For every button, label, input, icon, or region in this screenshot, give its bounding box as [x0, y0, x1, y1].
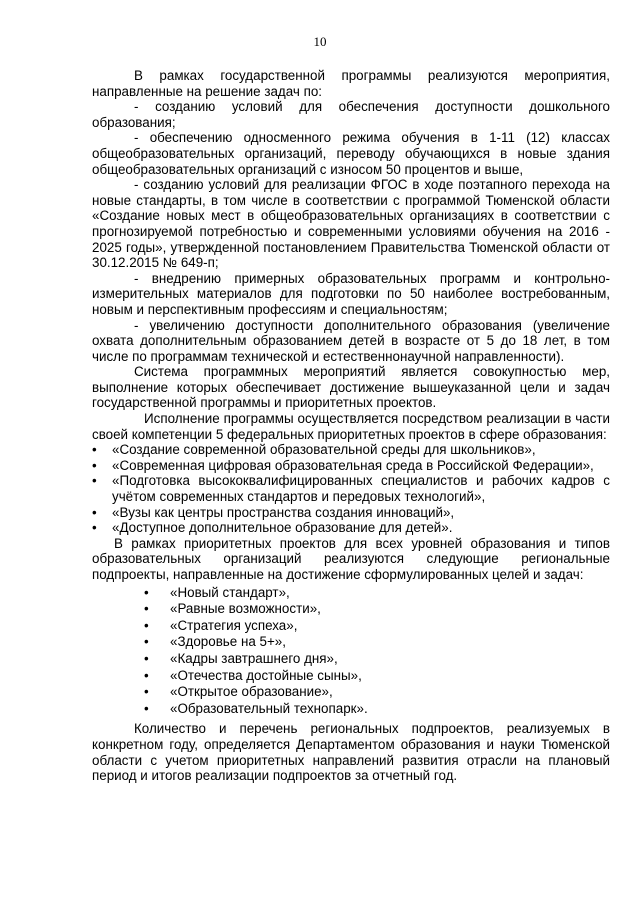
list-item: • «Подготовка высококвалифицированных специалистов и рабочих кадров с учётом современных стандартов и передовых технологий», — [92, 473, 610, 504]
list-item: • «Кадры завтрашнего дня», — [92, 651, 610, 668]
paragraph-execution: Исполнение программы осуществляется посредством реализации в части своей компетенции 5 федеральных приоритетных проектов в сфере образования: — [92, 411, 610, 442]
list-item: • «Образовательный технопарк». — [92, 701, 610, 718]
paragraph-system: Система программных мероприятий является совокупностью мер, выполнение которых обеспечивает достижение вышеуказанной цели и задач государственной программы и приоритетных проектов. — [92, 364, 610, 411]
list-item: • «Современная цифровая образовательная среда в Российской Федерации», — [92, 458, 610, 474]
paragraph-task-fgos: - созданию условий для реализации ФГОС в ходе поэтапного перехода на новые стандарты, в том числе в соответствии с программой Тюменской области «Создание новых мест в общеобразовательных организациях в соответствии с прогнозируемой потребностью и современными условиями обучения на 2016 - 2025 годы», утвержденной постановлением Правительства Тюменской области от 30.12.2015 № 649-п; — [92, 177, 610, 271]
document-body — [92, 68, 610, 784]
paragraph-regional-intro: В рамках приоритетных проектов для всех уровней образования и типов образовательных организаций реализуются следующие региональные подпроекты, направленные на достижение сформулированных целей и задач: — [92, 535, 610, 582]
list-item: • «Создание современной образовательной среды для школьников», — [92, 442, 610, 458]
paragraph-task-programs: - внедрению примерных образовательных программ и контрольно-измерительных материалов для подготовки по 50 наиболее востребованным, новым и перспективным профессиям и специальностям; — [92, 270, 610, 317]
regional-subprojects-list — [92, 585, 610, 718]
list-item: • «Открытое образование», — [92, 684, 610, 701]
list-item: • «Вузы как центры пространства создания инноваций», — [92, 505, 610, 521]
paragraph-task-preschool: - созданию условий для обеспечения доступности дошкольного образования; — [92, 99, 610, 130]
paragraph-closing: Количество и перечень региональных подпроектов, реализуемых в конкретном году, определяется Департаментом образования и науки Тюменской области с учетом приоритетных направлений развития отрасли на плановый период и итогов реализации подпроектов за отчетный год. — [92, 721, 610, 784]
paragraph-task-single-shift: - обеспечению односменного режима обучения в 1-11 (12) классах общеобразовательных организаций, переводу обучающихся в новые здания общеобразовательных организаций с износом 50 процентов и выше, — [92, 130, 610, 177]
list-item: • «Здоровье на 5+», — [92, 634, 610, 651]
list-item: • «Доступное дополнительное образование для детей». — [92, 520, 610, 536]
list-item: • «Отечества достойные сыны», — [92, 668, 610, 685]
list-item: • «Новый стандарт», — [92, 585, 610, 602]
list-item: • «Стратегия успеха», — [92, 618, 610, 635]
paragraph-task-additional-education: - увеличению доступности дополнительного образования (увеличение охвата дополнительным образованием детей в возрасте от 5 до 18 лет, в том числе по программам технической и естественнонаучной направленности). — [92, 317, 610, 364]
list-item: • «Равные возможности», — [92, 601, 610, 618]
paragraph-intro: В рамках государственной программы реализуются мероприятия, направленные на решение задач по: — [92, 68, 610, 99]
federal-projects-list — [92, 442, 610, 536]
page-number: 10 — [313, 34, 327, 49]
